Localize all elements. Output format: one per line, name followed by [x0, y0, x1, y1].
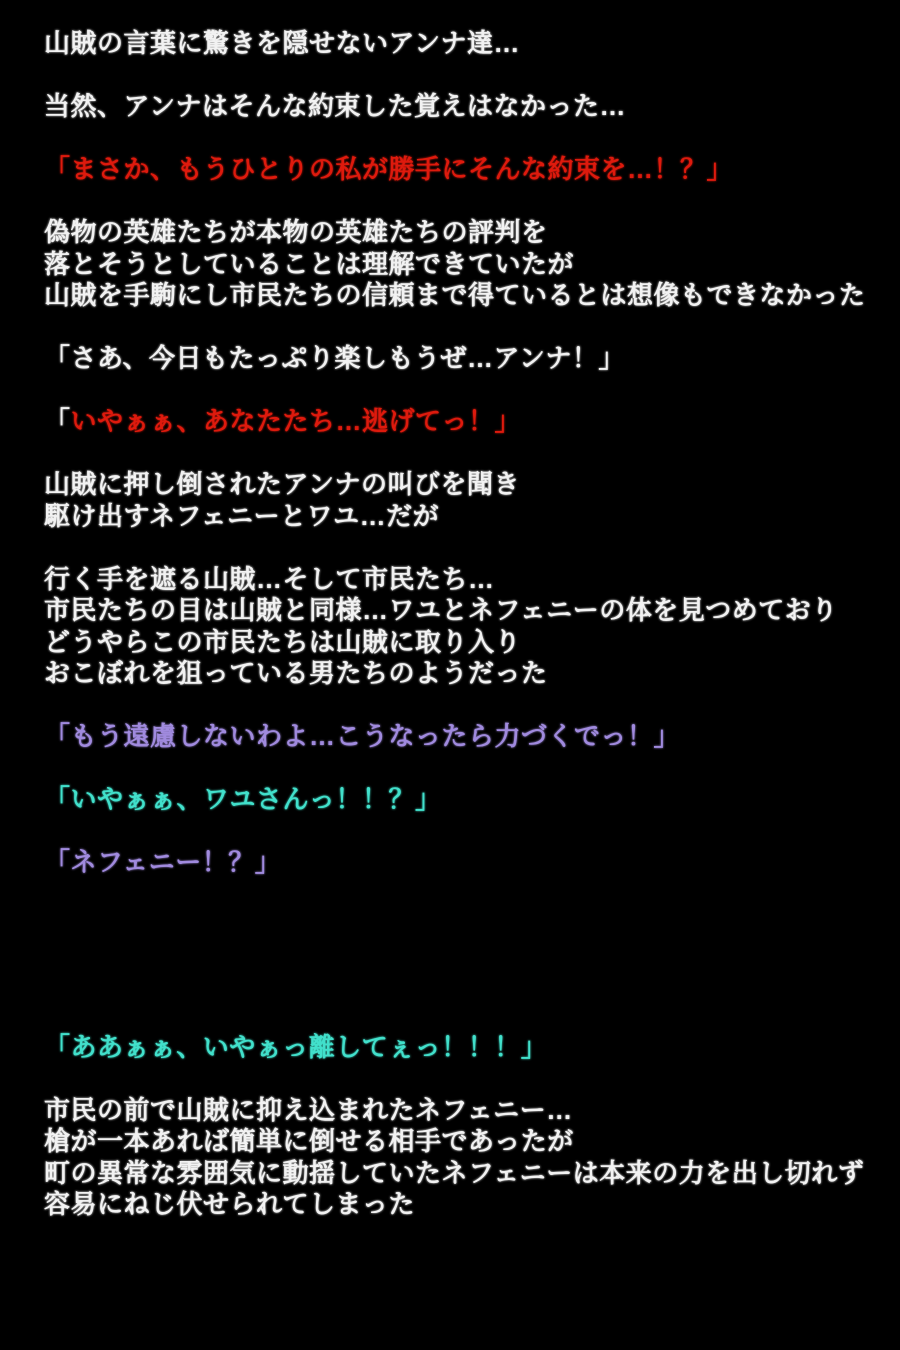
- narration-line: 山賊を手駒にし市民たちの信頼まで得ているとは想像もできなかった: [44, 280, 866, 310]
- dialogue-line: 「さあ、今日もたっぷり楽しもうぜ…アンナ！」: [44, 343, 625, 373]
- narration-line: 山賊に押し倒されたアンナの叫びを聞き: [44, 469, 520, 499]
- dialogue-line: [44, 406, 886, 438]
- narration-line: 山賊の言葉に驚きを隠せないアンナ達…: [44, 28, 520, 58]
- dialogue-block-wayu-call: [44, 847, 886, 879]
- dialogue-line: 「いやぁぁ、ワユさんっ！！？」: [44, 784, 442, 814]
- dialogue-block-nephenee-cry: [44, 784, 886, 816]
- dialogue-text: いやぁぁ、あなたたち…逃げてっ！」: [70, 406, 522, 436]
- narration-line: 市民の前で山賊に抑え込まれたネフェニー…: [44, 1094, 573, 1125]
- narration-line: 容易にねじ伏せられてしまった: [44, 1189, 416, 1219]
- dialogue-block-wayu-resolve: [44, 721, 886, 753]
- narration-line: 偽物の英雄たちが本物の英雄たちの評判を: [44, 217, 548, 247]
- narration-line: 槍が一本あれば簡単に倒せる相手であったが: [44, 1126, 574, 1156]
- narration-line: おこぼれを狙っている男たちのようだった: [44, 658, 548, 688]
- dialogue-line: 「ああぁぁ、いやぁっ離してぇっ！！！」: [44, 1031, 548, 1062]
- narration-block-3: [44, 217, 886, 312]
- dialogue-block-nephenee-scream: [44, 1032, 886, 1064]
- narration-block-2: [44, 91, 886, 123]
- dialogue-block-anna-shock: [44, 154, 886, 186]
- narration-line: 落とそうとしていることは理解できていたが: [44, 248, 575, 279]
- narration-block-5: [44, 564, 886, 690]
- narration-line: 駆け出すネフェニーとワユ…だが: [44, 500, 440, 531]
- narration-block-4: [44, 469, 886, 532]
- dialogue-block-anna-scream: [44, 406, 886, 438]
- dialogue-line: 「もう遠慮しないわよ…こうなったら力づくでっ！」: [44, 721, 681, 751]
- dialogue-line: 「ネフェニー！？」: [44, 847, 282, 877]
- narration-line: 町の異常な雰囲気に動揺していたネフェニーは本来の力を出し切れず: [44, 1157, 865, 1188]
- dialogue-line: 「まさか、もうひとりの私が勝手にそんな約束を…！？」: [44, 154, 734, 184]
- narration-line: 当然、アンナはそんな約束した覚えはなかった…: [44, 91, 626, 121]
- narration-line: 市民たちの目は山賊と同様…ワユとネフェニーの体を見つめており: [44, 595, 838, 625]
- dialogue-block-bandit: [44, 343, 886, 375]
- quote-open-bracket: 「: [44, 406, 71, 436]
- narration-block-1: [44, 28, 886, 60]
- narration-block-6: [44, 1095, 886, 1221]
- narration-line: どうやらこの市民たちは山賊に取り入り: [44, 626, 522, 657]
- narration-line: 行く手を遮る山賊…そして市民たち…: [44, 563, 495, 594]
